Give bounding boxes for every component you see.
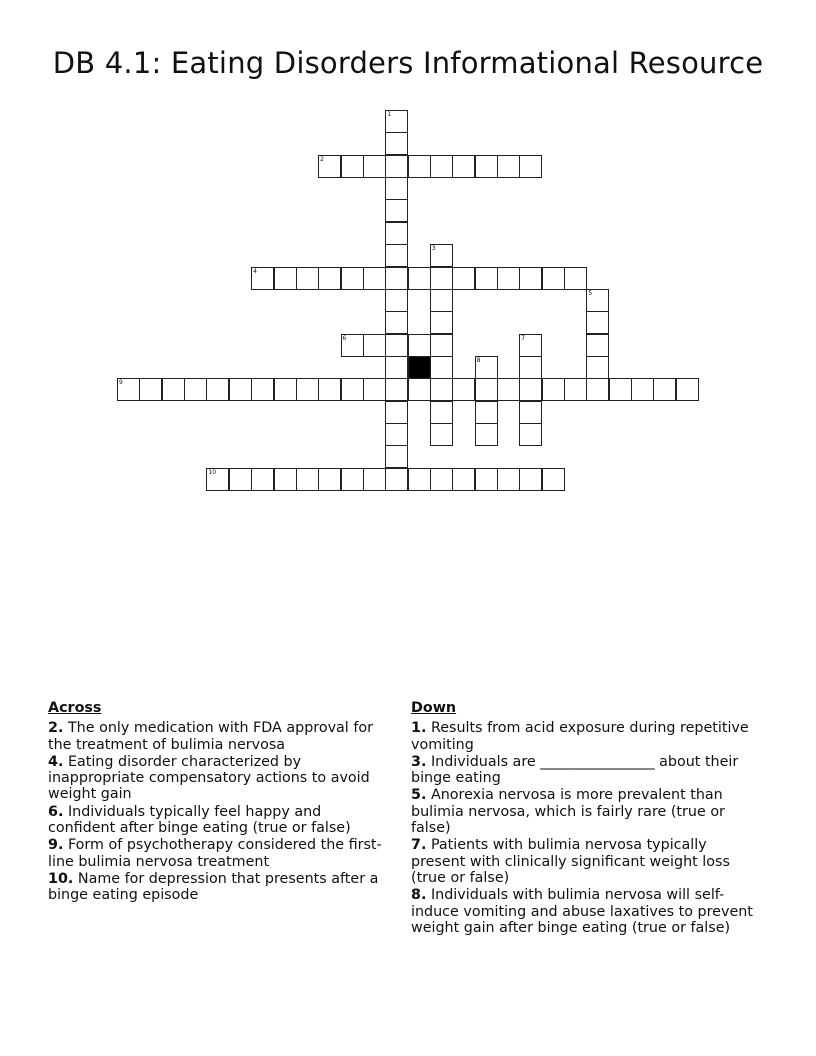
crossword-cell[interactable] bbox=[341, 378, 364, 401]
clue-item bbox=[48, 871, 388, 904]
crossword-cell[interactable] bbox=[676, 378, 699, 401]
crossword-cell[interactable] bbox=[564, 267, 587, 290]
cell-number: 7 bbox=[521, 334, 526, 342]
clue-text: Patients with bulimia nervosa typically present with clinically significant weight loss (true or false) bbox=[411, 837, 730, 886]
clue-item bbox=[411, 754, 761, 787]
crossword-cell[interactable] bbox=[408, 334, 431, 357]
crossword-cell[interactable] bbox=[475, 155, 498, 178]
clue-text: Individuals are ________________ about their binge eating bbox=[411, 753, 739, 787]
crossword-cell[interactable] bbox=[251, 468, 274, 491]
crossword-cell[interactable] bbox=[519, 267, 542, 290]
crossword-cell[interactable] bbox=[341, 468, 364, 491]
crossword-cell[interactable] bbox=[519, 378, 542, 401]
crossword-cell[interactable] bbox=[452, 468, 475, 491]
crossword-cell[interactable] bbox=[542, 378, 565, 401]
crossword-cell[interactable] bbox=[475, 267, 498, 290]
crossword-cell[interactable] bbox=[408, 267, 431, 290]
across-heading: Across bbox=[48, 700, 102, 716]
crossword-cell[interactable] bbox=[542, 267, 565, 290]
clue-item bbox=[411, 837, 761, 886]
clue-number: 3. bbox=[411, 753, 427, 770]
crossword-cell[interactable] bbox=[363, 267, 386, 290]
crossword-cell[interactable] bbox=[519, 356, 542, 379]
crossword-cell[interactable] bbox=[519, 334, 542, 357]
black-cell bbox=[408, 356, 431, 379]
crossword-cell[interactable] bbox=[519, 468, 542, 491]
crossword-cell[interactable] bbox=[653, 378, 676, 401]
crossword-cell[interactable] bbox=[385, 244, 408, 267]
crossword-cell[interactable] bbox=[363, 155, 386, 178]
crossword-cell[interactable] bbox=[475, 378, 498, 401]
crossword-cell[interactable] bbox=[430, 244, 453, 267]
crossword-cell[interactable] bbox=[452, 155, 475, 178]
crossword-cell[interactable] bbox=[385, 132, 408, 155]
crossword-cell[interactable] bbox=[586, 378, 609, 401]
crossword-cell[interactable] bbox=[408, 155, 431, 178]
crossword-cell[interactable] bbox=[475, 356, 498, 379]
crossword-cell[interactable] bbox=[475, 468, 498, 491]
clue-number: 9. bbox=[48, 837, 64, 854]
crossword-cell[interactable] bbox=[497, 155, 520, 178]
cell-number: 4 bbox=[253, 267, 257, 275]
cell-number: 5 bbox=[588, 289, 593, 297]
clue-text: The only medication with FDA approval for the treatment of bulimia nervosa bbox=[48, 720, 373, 753]
crossword-cell[interactable] bbox=[318, 378, 341, 401]
down-clues bbox=[411, 700, 761, 937]
crossword-cell[interactable] bbox=[363, 378, 386, 401]
crossword-cell[interactable] bbox=[318, 155, 341, 178]
clue-item bbox=[411, 720, 761, 753]
cell-number: 10 bbox=[208, 468, 217, 476]
crossword-cell[interactable] bbox=[452, 378, 475, 401]
crossword-cell[interactable] bbox=[430, 289, 453, 312]
crossword-cell[interactable] bbox=[206, 378, 229, 401]
crossword-cell[interactable] bbox=[430, 468, 453, 491]
crossword-cell[interactable] bbox=[385, 311, 408, 334]
crossword-cell[interactable] bbox=[251, 378, 274, 401]
crossword-cell[interactable] bbox=[475, 401, 498, 424]
crossword-cell[interactable] bbox=[385, 177, 408, 200]
clue-number: 6. bbox=[48, 803, 64, 820]
clue-item bbox=[48, 837, 388, 870]
crossword-cell[interactable] bbox=[519, 155, 542, 178]
crossword-cell[interactable] bbox=[497, 267, 520, 290]
crossword-cell[interactable] bbox=[542, 468, 565, 491]
crossword-cell[interactable] bbox=[586, 334, 609, 357]
clue-text: Eating disorder characterized by inappropriate compensatory actions to avoid weight gain bbox=[48, 753, 370, 803]
clue-number: 1. bbox=[411, 720, 427, 737]
crossword-cell[interactable] bbox=[318, 267, 341, 290]
clue-number: 2. bbox=[48, 720, 64, 737]
cell-number: 1 bbox=[387, 111, 392, 118]
crossword-cell[interactable] bbox=[385, 378, 408, 401]
crossword-cell[interactable] bbox=[385, 267, 408, 290]
page-title: DB 4.1: Eating Disorders Informational Resource bbox=[52, 46, 764, 80]
cell-number: 2 bbox=[320, 155, 324, 163]
cell-number: 8 bbox=[476, 356, 481, 364]
crossword-cell[interactable] bbox=[408, 378, 431, 401]
crossword-cell[interactable] bbox=[385, 289, 408, 312]
crossword-cell[interactable] bbox=[385, 155, 408, 178]
crossword-cell[interactable] bbox=[363, 334, 386, 357]
crossword-cell[interactable] bbox=[430, 267, 453, 290]
crossword-cell[interactable] bbox=[452, 267, 475, 290]
crossword-cell[interactable] bbox=[609, 378, 632, 401]
crossword-cell[interactable] bbox=[385, 334, 408, 357]
clue-number: 4. bbox=[48, 753, 64, 770]
crossword-cell[interactable] bbox=[385, 468, 408, 491]
crossword-cell[interactable] bbox=[296, 378, 319, 401]
crossword-cell[interactable] bbox=[229, 468, 252, 491]
crossword-cell[interactable] bbox=[274, 378, 297, 401]
crossword-cell[interactable] bbox=[586, 311, 609, 334]
clue-text: Results from acid exposure during repetitive vomiting bbox=[411, 720, 749, 753]
crossword-cell[interactable] bbox=[586, 289, 609, 312]
crossword-cell[interactable] bbox=[385, 222, 408, 245]
clue-item bbox=[48, 720, 388, 753]
crossword-cell[interactable] bbox=[184, 378, 207, 401]
clue-item bbox=[411, 887, 761, 936]
cell-number: 3 bbox=[431, 245, 436, 253]
crossword-cell[interactable] bbox=[385, 445, 408, 468]
crossword-cell[interactable] bbox=[497, 468, 520, 491]
crossword-cell[interactable] bbox=[117, 378, 140, 401]
crossword-cell[interactable] bbox=[296, 468, 319, 491]
crossword-cell[interactable] bbox=[318, 468, 341, 491]
clue-item bbox=[48, 804, 388, 837]
clue-number: 10. bbox=[48, 870, 74, 887]
crossword-cell[interactable] bbox=[430, 311, 453, 334]
crossword-cell[interactable] bbox=[385, 110, 408, 133]
crossword-cell[interactable] bbox=[341, 267, 364, 290]
cell-number: 9 bbox=[119, 379, 123, 387]
crossword-cell[interactable] bbox=[139, 378, 162, 401]
crossword-cell[interactable] bbox=[430, 423, 453, 446]
down-heading: Down bbox=[411, 700, 457, 716]
crossword-cell[interactable] bbox=[430, 334, 453, 357]
crossword-cell[interactable] bbox=[206, 468, 229, 491]
cell-number: 6 bbox=[342, 334, 347, 342]
crossword-cell[interactable] bbox=[341, 334, 364, 357]
crossword-cell[interactable] bbox=[475, 423, 498, 446]
clue-text: Name for depression that presents after a binge eating episode bbox=[48, 870, 379, 904]
crossword-cell[interactable] bbox=[385, 199, 408, 222]
clue-number: 8. bbox=[411, 887, 427, 904]
crossword-cell[interactable] bbox=[385, 401, 408, 424]
crossword-cell[interactable] bbox=[430, 356, 453, 379]
crossword-cell[interactable] bbox=[631, 378, 654, 401]
crossword-cell[interactable] bbox=[519, 401, 542, 424]
crossword-grid bbox=[0, 0, 816, 500]
crossword-cell[interactable] bbox=[408, 468, 431, 491]
crossword-cell[interactable] bbox=[519, 423, 542, 446]
across-clues bbox=[48, 700, 388, 905]
clue-number: 7. bbox=[411, 837, 427, 854]
crossword-cell[interactable] bbox=[497, 378, 520, 401]
crossword-cell[interactable] bbox=[385, 356, 408, 379]
crossword-cell[interactable] bbox=[586, 356, 609, 379]
crossword-cell[interactable] bbox=[430, 401, 453, 424]
crossword-cell[interactable] bbox=[363, 468, 386, 491]
clue-item bbox=[48, 754, 388, 803]
crossword-cell[interactable] bbox=[296, 267, 319, 290]
crossword-cell[interactable] bbox=[251, 267, 274, 290]
clue-item bbox=[411, 787, 761, 836]
clue-text: Form of psychotherapy considered the first-line bulimia nervosa treatment bbox=[48, 837, 382, 870]
clue-text: Individuals with bulimia nervosa will self-induce vomiting and abuse laxatives to prevent weight gain after binge eating (true or false) bbox=[411, 887, 753, 936]
crossword-cell[interactable] bbox=[229, 378, 252, 401]
crossword-cell[interactable] bbox=[430, 378, 453, 401]
clue-text: Individuals typically feel happy and confident after binge eating (true or false) bbox=[48, 803, 351, 837]
crossword-cell[interactable] bbox=[564, 378, 587, 401]
crossword-cell[interactable] bbox=[341, 155, 364, 178]
crossword-cell[interactable] bbox=[274, 468, 297, 491]
clue-number: 5. bbox=[411, 787, 427, 804]
crossword-cell[interactable] bbox=[430, 155, 453, 178]
crossword-cell[interactable] bbox=[385, 423, 408, 446]
clue-text: Anorexia nervosa is more prevalent than bulimia nervosa, which is fairly rare (true or false) bbox=[411, 787, 725, 837]
crossword-cell[interactable] bbox=[162, 378, 185, 401]
crossword-cell[interactable] bbox=[274, 267, 297, 290]
